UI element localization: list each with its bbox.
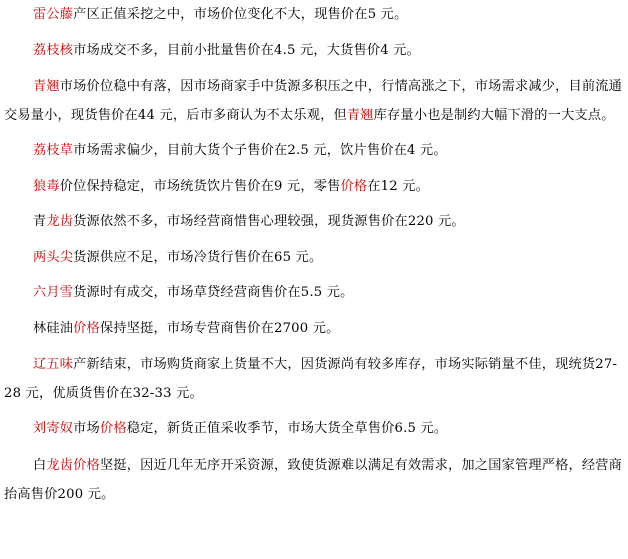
paragraph <box>4 319 624 339</box>
paragraph-text: 稳定，新货正值采收季节，市场大货全草售价6.5 元。 <box>126 421 448 436</box>
paragraph-text: 市场需求偏少，目前大货个子售价在2.5 元，饮片售价在4 元。 <box>73 143 447 158</box>
keyword-link[interactable]: 价格 <box>73 320 100 336</box>
paragraph-text: 坚挺，因近几年无序开采资源，致使货源难以满足有效需求，加之国家管理严格，经营商抬高售价200 元。 <box>4 457 623 502</box>
keyword-link[interactable]: 龙齿 <box>46 214 74 229</box>
keyword-link[interactable]: 六月雪 <box>33 285 74 300</box>
paragraph-text: 白 <box>33 457 47 473</box>
paragraph <box>4 41 624 61</box>
keyword-link[interactable]: 青翘 <box>33 79 60 94</box>
paragraph-text: 市场 <box>73 421 100 436</box>
paragraph-text: 产新结束，市场购货商家上货量不大，因货源尚有较多库存，市场实际销量不佳，现统货27-28 元，优质货售价在32-33 元。 <box>4 357 618 401</box>
keyword-link[interactable]: 两头尖 <box>33 249 74 265</box>
paragraph <box>4 212 624 232</box>
keyword-link[interactable]: 价格 <box>340 178 368 194</box>
keyword-link[interactable]: 辽五味 <box>33 357 74 372</box>
paragraph-text: 货源时有成交，市场草贷经营商售价在5.5 元。 <box>73 285 354 300</box>
keyword-link[interactable]: 荔枝核 <box>33 42 74 58</box>
paragraph-text: 林硅油 <box>33 320 74 336</box>
paragraph-text: 青 <box>33 214 47 229</box>
keyword-link[interactable]: 青翘 <box>346 108 374 123</box>
paragraph-text: 市场成交不多，目前小批量售价在4.5 元，大货售价4 元。 <box>73 42 421 58</box>
paragraph <box>4 451 624 509</box>
paragraph <box>4 248 624 268</box>
keyword-link[interactable]: 价格 <box>73 457 100 473</box>
paragraph-text: 在12 元。 <box>367 178 430 194</box>
paragraph-text: 保持坚挺，市场专营商售价在2700 元。 <box>99 320 340 336</box>
paragraph-text: 货源依然不多，市场经营商惜售心理较强，现货源售价在220 元。 <box>73 214 465 229</box>
paragraph <box>4 141 624 161</box>
paragraph <box>4 283 624 303</box>
paragraph-text: 货源供应不足，市场冷货行售价在65 元。 <box>73 249 323 265</box>
paragraph-text: 产区正值采挖之中，市场价位变化不大，现售价在5 元。 <box>73 7 408 22</box>
paragraph <box>4 72 624 130</box>
keyword-link[interactable]: 狼毒 <box>33 178 60 194</box>
paragraph <box>4 419 624 439</box>
keyword-link[interactable]: 荔枝草 <box>33 143 74 158</box>
paragraph-text: 库存量小也是制约大幅下滑的一大支点。 <box>373 108 615 123</box>
keyword-link[interactable]: 刘寄奴 <box>33 421 74 436</box>
paragraph <box>4 177 624 197</box>
keyword-link[interactable]: 雷公藤 <box>33 7 74 22</box>
article-body <box>4 5 624 520</box>
keyword-link[interactable]: 价格 <box>99 421 127 436</box>
paragraph-text: 市场价位稳中有落，因市场商家手中货源多积压之中，行情高涨之下，市场需求减少，目前流通交易量小，现货售价在44 元，后市多商认为不太乐观，但 <box>4 79 623 123</box>
paragraph-text: 价位保持稳定，市场统货饮片售价在9 元，零售 <box>59 178 341 194</box>
paragraph <box>4 350 624 408</box>
keyword-link[interactable]: 龙齿 <box>46 457 74 473</box>
paragraph <box>4 5 624 25</box>
